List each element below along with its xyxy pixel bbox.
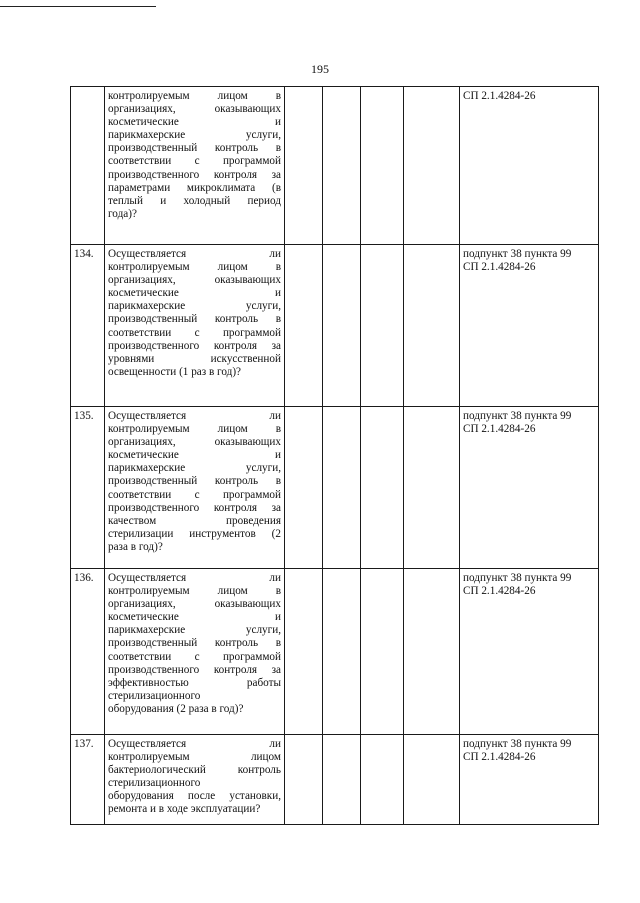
question-word: контроля <box>213 339 258 352</box>
answer-cell-3[interactable] <box>361 407 404 569</box>
question-word: ли <box>269 410 281 422</box>
question-word: бактериологический <box>108 764 206 777</box>
question-line <box>108 703 281 716</box>
checklist-body <box>71 87 599 825</box>
row-number: 137. <box>71 735 105 825</box>
question-word: контролируемым <box>108 261 190 274</box>
question-line <box>108 624 281 637</box>
header-rule <box>0 6 156 7</box>
question-word: парикмахерские <box>108 462 186 475</box>
answer-cell-1[interactable] <box>285 569 323 735</box>
question-word: стерилизационного <box>108 689 201 702</box>
question-word: в <box>275 423 281 436</box>
requirement-reference: СП 2.1.4284-26 <box>463 423 536 436</box>
question-word: лицом <box>217 423 248 436</box>
question-line <box>108 423 281 436</box>
question-word: микроклимата <box>186 181 256 194</box>
question-line <box>108 598 281 611</box>
answer-cell-4[interactable] <box>404 407 460 569</box>
answer-cell-2[interactable] <box>323 735 361 825</box>
question-word: парикмахерские <box>108 300 186 313</box>
requirement-reference: СП 2.1.4284-26 <box>463 585 536 598</box>
question-line <box>108 274 281 287</box>
question-text <box>105 407 284 556</box>
question-word: контроль <box>214 142 259 155</box>
question-word: теплый <box>108 194 143 207</box>
question-line <box>108 248 281 261</box>
question-line <box>108 764 281 777</box>
question-line <box>108 300 281 313</box>
question-text <box>105 569 284 718</box>
question-word: года)? <box>108 207 137 220</box>
question-line <box>108 611 281 624</box>
checklist-row <box>71 569 599 735</box>
question-word: эффективностью <box>108 676 189 689</box>
question-word: за <box>271 168 281 181</box>
question-word: производственный <box>108 142 198 155</box>
question-word: в <box>275 90 281 102</box>
question-word: контроля <box>213 501 258 514</box>
question-word: производственного <box>108 168 200 181</box>
question-word: услуги, <box>245 462 281 475</box>
question-word: программой <box>222 326 281 339</box>
answer-cell-2[interactable] <box>323 87 361 245</box>
question-word: соответствии <box>108 326 172 339</box>
question-word: и <box>275 449 281 462</box>
question-line <box>108 738 281 751</box>
answer-cell-2[interactable] <box>323 407 361 569</box>
question-line <box>108 572 281 585</box>
question-text <box>105 735 284 819</box>
question-word: лицом <box>217 90 248 102</box>
question-word: косметические <box>108 611 179 624</box>
answer-cell-3[interactable] <box>361 735 404 825</box>
question-line <box>108 690 281 703</box>
question-cell <box>105 245 285 407</box>
question-line <box>108 287 281 300</box>
question-line <box>108 340 281 353</box>
question-word: параметрами <box>108 181 171 194</box>
question-word: контролируемым <box>108 423 190 436</box>
answer-cell-4[interactable] <box>404 735 460 825</box>
question-word: программой <box>222 488 281 501</box>
requirement-reference: подпункт 38 пункта 99 <box>463 738 572 750</box>
requirement-reference-cell <box>460 569 599 735</box>
page-number: 195 <box>311 62 329 76</box>
question-line <box>108 803 281 816</box>
question-word: с <box>194 650 200 663</box>
question-line <box>108 651 281 664</box>
question-word: контроля <box>213 663 258 676</box>
question-word: контроль <box>214 475 259 488</box>
question-line <box>108 790 281 803</box>
question-word: лицом <box>250 751 281 764</box>
checklist-table <box>70 86 599 825</box>
answer-cell-4[interactable] <box>404 569 460 735</box>
question-word: ли <box>269 248 281 260</box>
question-cell <box>105 569 285 735</box>
checklist-row <box>71 87 599 245</box>
question-word: раза в год)? <box>108 540 163 553</box>
question-word: и <box>275 287 281 300</box>
question-word: освещенности (1 раз в год)? <box>108 365 242 378</box>
question-line <box>108 410 281 423</box>
question-line <box>108 664 281 677</box>
question-word: за <box>271 663 281 676</box>
question-word: производственного <box>108 663 200 676</box>
question-word: контроль <box>214 313 259 326</box>
question-line <box>108 475 281 488</box>
question-word: производственный <box>108 313 198 326</box>
question-word: оказывающих <box>214 103 281 116</box>
question-word: ли <box>269 738 281 750</box>
question-line <box>108 103 281 116</box>
question-word: контролируемым <box>108 90 190 102</box>
requirement-reference-cell <box>460 407 599 569</box>
requirement-reference: СП 2.1.4284-26 <box>463 90 536 102</box>
question-line <box>108 502 281 515</box>
question-word: проведения <box>226 514 281 527</box>
question-line <box>108 142 281 155</box>
row-number: 136. <box>71 569 105 735</box>
question-word: качеством <box>108 514 157 527</box>
question-word: организациях, <box>108 274 176 287</box>
question-word: и <box>275 116 281 129</box>
question-word: косметические <box>108 116 179 129</box>
question-word: и <box>275 611 281 624</box>
question-word: контроль <box>237 764 281 777</box>
question-line <box>108 129 281 142</box>
requirement-reference: СП 2.1.4284-26 <box>463 751 536 764</box>
question-word: контролируемым <box>108 751 190 764</box>
answer-cell-4[interactable] <box>404 245 460 407</box>
answer-cell-3[interactable] <box>361 569 404 735</box>
question-word: контролируемым <box>108 585 190 598</box>
question-line <box>108 541 281 554</box>
question-word: после <box>187 790 216 803</box>
question-word: и <box>160 194 167 207</box>
question-cell <box>105 87 285 245</box>
question-word: организациях, <box>108 436 176 449</box>
question-word: Осуществляется <box>108 248 187 260</box>
question-line <box>108 353 281 366</box>
question-cell <box>105 407 285 569</box>
question-word: в <box>275 313 281 326</box>
question-line <box>108 449 281 462</box>
question-word: косметические <box>108 449 179 462</box>
question-word: лицом <box>217 585 248 598</box>
question-word: искусственной <box>210 352 281 365</box>
question-word: производственный <box>108 637 198 650</box>
question-word: уровнями <box>108 352 155 365</box>
question-line <box>108 489 281 502</box>
answer-cell-3[interactable] <box>361 245 404 407</box>
question-line <box>108 261 281 274</box>
question-word: производственного <box>108 339 200 352</box>
checklist-row <box>71 407 599 569</box>
question-word: лицом <box>217 261 248 274</box>
answer-cell-1[interactable] <box>285 87 323 245</box>
checklist-row <box>71 735 599 825</box>
question-word: стерилизации <box>108 527 174 540</box>
question-line <box>108 637 281 650</box>
row-number: 135. <box>71 407 105 569</box>
question-word: с <box>194 326 200 339</box>
question-word: Осуществляется <box>108 410 187 422</box>
question-word: за <box>271 501 281 514</box>
question-word: услуги, <box>245 129 281 142</box>
question-word: оборудования <box>108 790 174 803</box>
question-word: услуги, <box>245 300 281 313</box>
question-line <box>108 313 281 326</box>
question-word: с <box>194 155 200 168</box>
question-word: программой <box>222 650 281 663</box>
question-text <box>105 245 284 381</box>
question-line <box>108 436 281 449</box>
question-word: оборудования (2 раза в год)? <box>108 702 244 715</box>
question-word: ремонта и в ходе эксплуатации? <box>108 803 261 816</box>
question-line <box>108 515 281 528</box>
question-word: программой <box>222 155 281 168</box>
requirement-reference: подпункт 38 пункта 99 <box>463 572 572 584</box>
question-line <box>108 327 281 340</box>
question-word: установки, <box>229 790 281 803</box>
question-line <box>108 182 281 195</box>
question-word: оказывающих <box>214 598 281 611</box>
question-line <box>108 528 281 541</box>
question-word: с <box>194 488 200 501</box>
question-line <box>108 366 281 379</box>
question-word: в <box>275 585 281 598</box>
row-number <box>71 87 105 245</box>
answer-cell-1[interactable] <box>285 407 323 569</box>
requirement-reference-cell <box>460 245 599 407</box>
requirement-reference: СП 2.1.4284-26 <box>463 261 536 274</box>
question-word: инструментов <box>189 527 256 540</box>
question-line <box>108 462 281 475</box>
question-word: (в <box>271 181 281 194</box>
question-word: контроль <box>214 637 259 650</box>
requirement-reference: подпункт 38 пункта 99 <box>463 410 572 422</box>
question-word: холодный <box>183 194 231 207</box>
question-cell <box>105 735 285 825</box>
question-line <box>108 585 281 598</box>
question-word: соответствии <box>108 650 172 663</box>
question-word: производственного <box>108 501 200 514</box>
question-word: организациях, <box>108 598 176 611</box>
question-word: (2 <box>271 527 281 540</box>
question-word: Осуществляется <box>108 738 187 750</box>
question-word: оказывающих <box>214 274 281 287</box>
question-word: период <box>247 194 281 207</box>
question-line <box>108 116 281 129</box>
question-line <box>108 751 281 764</box>
question-line <box>108 155 281 168</box>
question-line <box>108 208 281 221</box>
question-word: парикмахерские <box>108 129 186 142</box>
question-word: в <box>275 637 281 650</box>
question-word: соответствии <box>108 155 172 168</box>
question-line <box>108 677 281 690</box>
answer-cell-1[interactable] <box>285 245 323 407</box>
question-word: контроля <box>213 168 258 181</box>
requirement-reference: подпункт 38 пункта 99 <box>463 248 572 260</box>
question-word: услуги, <box>245 624 281 637</box>
question-line <box>108 90 281 103</box>
question-line <box>108 169 281 182</box>
question-word: организациях, <box>108 103 176 116</box>
requirement-reference-cell <box>460 87 599 245</box>
question-word: производственный <box>108 475 198 488</box>
question-word: за <box>271 339 281 352</box>
question-line <box>108 195 281 208</box>
checklist-row <box>71 245 599 407</box>
question-word: парикмахерские <box>108 624 186 637</box>
answer-cell-3[interactable] <box>361 87 404 245</box>
question-word: косметические <box>108 287 179 300</box>
answer-cell-4[interactable] <box>404 87 460 245</box>
question-word: ли <box>269 572 281 584</box>
row-number: 134. <box>71 245 105 407</box>
answer-cell-2[interactable] <box>323 569 361 735</box>
question-word: в <box>275 261 281 274</box>
question-word: Осуществляется <box>108 572 187 584</box>
question-word: стерилизационного <box>108 777 201 790</box>
question-word: в <box>275 142 281 155</box>
question-word: в <box>275 475 281 488</box>
question-line <box>108 777 281 790</box>
question-text <box>105 87 284 223</box>
answer-cell-2[interactable] <box>323 245 361 407</box>
answer-cell-1[interactable] <box>285 735 323 825</box>
question-word: соответствии <box>108 488 172 501</box>
question-word: оказывающих <box>214 436 281 449</box>
requirement-reference-cell <box>460 735 599 825</box>
question-word: работы <box>246 676 281 689</box>
